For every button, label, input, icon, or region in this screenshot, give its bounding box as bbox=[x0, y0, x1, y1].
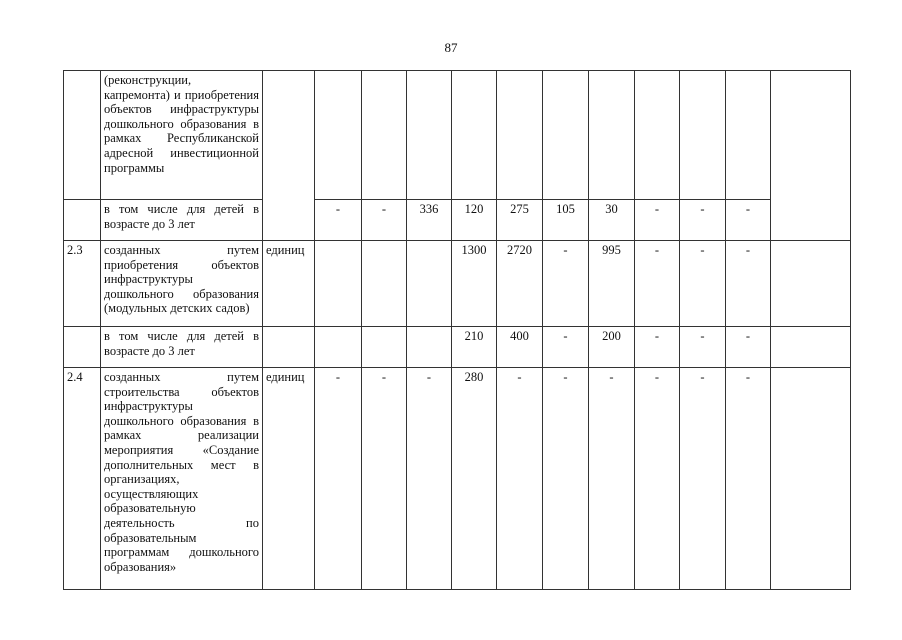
table-cell bbox=[589, 71, 635, 200]
table-cell: - bbox=[726, 327, 771, 368]
row-unit bbox=[263, 71, 315, 241]
row-description: созданных путем строительства объектов инфраструктуры дошкольного образования в рамках реализации мероприятия «Создание дополнительных мест в организациях, осуществляющих образовательную деятельность по образовательным программам дошкольного образования» bbox=[101, 368, 263, 590]
table-cell: - bbox=[726, 200, 771, 241]
table-cell bbox=[497, 71, 543, 200]
table-cell: - bbox=[362, 368, 407, 590]
table-cell: 400 bbox=[497, 327, 543, 368]
table-row bbox=[64, 368, 851, 590]
table-row bbox=[64, 200, 851, 241]
table-cell: - bbox=[680, 200, 726, 241]
table-cell: 30 bbox=[589, 200, 635, 241]
row-number bbox=[64, 200, 101, 241]
table-cell-empty bbox=[771, 368, 851, 590]
page-number: 87 bbox=[444, 40, 458, 55]
data-table bbox=[63, 70, 851, 590]
table-row bbox=[64, 327, 851, 368]
table-cell: 200 bbox=[589, 327, 635, 368]
row-description: созданных путем приобретения объектов инфраструктуры дошкольного образования (модульных детских садов) bbox=[101, 241, 263, 327]
table-cell: - bbox=[680, 368, 726, 590]
table-cell: 210 bbox=[452, 327, 497, 368]
table-cell bbox=[315, 327, 362, 368]
table-cell: 105 bbox=[543, 200, 589, 241]
table-cell: - bbox=[362, 200, 407, 241]
table-cell: - bbox=[543, 368, 589, 590]
table-cell: - bbox=[497, 368, 543, 590]
row-unit: единиц bbox=[263, 241, 315, 327]
table-cell: 275 bbox=[497, 200, 543, 241]
row-number bbox=[64, 71, 101, 200]
table-cell: 120 bbox=[452, 200, 497, 241]
table-cell bbox=[362, 71, 407, 200]
table-cell: 280 bbox=[452, 368, 497, 590]
table-cell: 336 bbox=[407, 200, 452, 241]
table-cell: - bbox=[635, 200, 680, 241]
table-cell: - bbox=[635, 327, 680, 368]
table-cell bbox=[362, 327, 407, 368]
table-cell: - bbox=[543, 327, 589, 368]
table-cell bbox=[407, 71, 452, 200]
table-cell: - bbox=[680, 327, 726, 368]
table-cell bbox=[362, 241, 407, 327]
table-cell: 995 bbox=[589, 241, 635, 327]
row-number bbox=[64, 327, 101, 368]
table-cell bbox=[407, 241, 452, 327]
table-cell bbox=[452, 71, 497, 200]
table-cell: 2720 bbox=[497, 241, 543, 327]
table-cell-empty bbox=[771, 71, 851, 241]
table-cell bbox=[315, 71, 362, 200]
table-cell bbox=[680, 71, 726, 200]
table-cell: - bbox=[315, 368, 362, 590]
row-unit: единиц bbox=[263, 368, 315, 590]
table-cell: - bbox=[589, 368, 635, 590]
table-cell bbox=[726, 71, 771, 200]
row-unit bbox=[263, 327, 315, 368]
row-description: в том числе для детей в возрасте до 3 лет bbox=[101, 200, 263, 241]
table-cell: - bbox=[635, 368, 680, 590]
table-cell-empty bbox=[771, 241, 851, 327]
table-cell: - bbox=[726, 368, 771, 590]
table-cell bbox=[315, 241, 362, 327]
table-cell bbox=[407, 327, 452, 368]
table-cell-empty bbox=[771, 327, 851, 368]
table-row bbox=[64, 71, 851, 200]
table-cell: - bbox=[543, 241, 589, 327]
row-description: (реконструкции, капремонта) и приобретения объектов инфраструктуры дошкольного образования в рамках Республиканской адресной инвестиционной программы bbox=[101, 71, 263, 200]
row-description: в том числе для детей в возрасте до 3 лет bbox=[101, 327, 263, 368]
table-cell: - bbox=[407, 368, 452, 590]
table-cell: 1300 bbox=[452, 241, 497, 327]
table-cell: - bbox=[680, 241, 726, 327]
table-cell: - bbox=[726, 241, 771, 327]
row-number: 2.3 bbox=[64, 241, 101, 327]
table-cell bbox=[635, 71, 680, 200]
table-cell bbox=[543, 71, 589, 200]
table-row bbox=[64, 241, 851, 327]
table-cell: - bbox=[315, 200, 362, 241]
table-cell: - bbox=[635, 241, 680, 327]
row-number: 2.4 bbox=[64, 368, 101, 590]
